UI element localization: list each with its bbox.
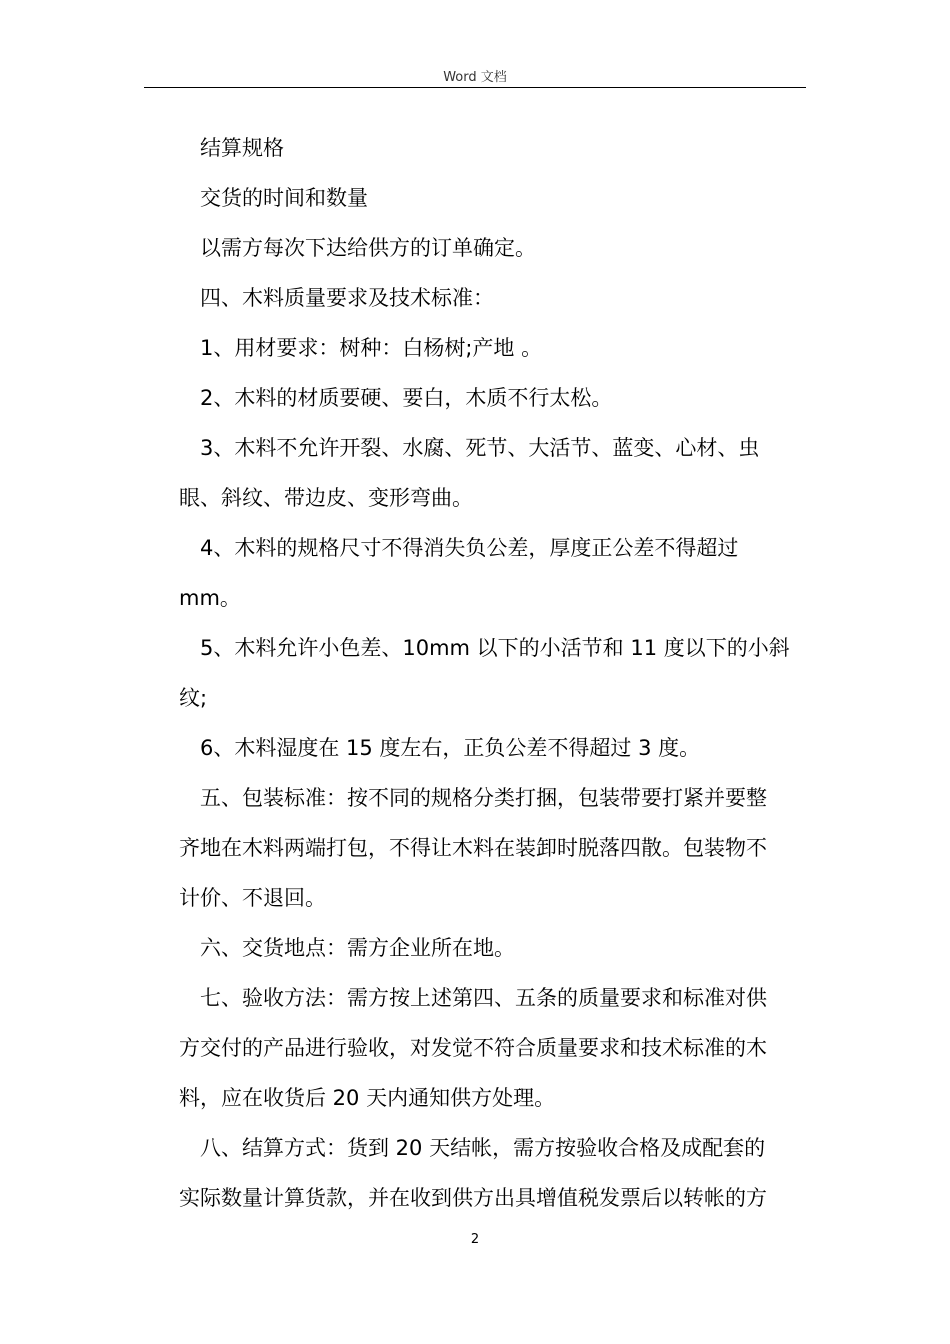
text-line: 七、验收方法：需方按上述第四、五条的质量要求和标准对供	[200, 986, 767, 1010]
text-line: 五、包装标准：按不同的规格分类打捆，包装带要打紧并要整	[200, 786, 767, 810]
text-line: 3、木料不允许开裂、水腐、死节、大活节、蓝变、心材、虫	[200, 436, 760, 460]
text-line: 2、木料的材质要硬、要白，木质不行太松。	[200, 386, 613, 410]
text-line: 料，应在收货后 20 天内通知供方处理。	[179, 1086, 556, 1110]
text-line: 六、交货地点：需方企业所在地。	[200, 936, 515, 960]
text-line: 四、木料质量要求及技术标准：	[200, 286, 494, 310]
text-line: 实际数量计算货款，并在收到供方出具增值税发票后以转帐的方	[179, 1186, 767, 1210]
text-line: 八、结算方式：货到 20 天结帐，需方按验收合格及成配套的	[200, 1136, 766, 1160]
header-title: Word 文档	[443, 70, 507, 85]
page-number: 2	[470, 1232, 480, 1247]
text-line: 6、木料湿度在 15 度左右，正负公差不得超过 3 度。	[200, 736, 701, 760]
text-line: 方交付的产品进行验收，对发觉不符合质量要求和技术标准的木	[179, 1036, 767, 1060]
text-line: 1、用材要求：树种：白杨树;产地 。	[200, 336, 543, 360]
text-line: 以需方每次下达给供方的订单确定。	[200, 236, 536, 260]
text-line: 纹;	[179, 686, 208, 710]
text-line: 结算规格	[200, 136, 284, 160]
text-line: 交货的时间和数量	[200, 186, 368, 210]
text-line: 齐地在木料两端打包，不得让木料在装卸时脱落四散。包装物不	[179, 836, 767, 860]
text-line: 计价、不退回。	[179, 886, 326, 910]
text-line: 5、木料允许小色差、10mm 以下的小活节和 11 度以下的小斜	[200, 636, 790, 660]
text-line: 4、木料的规格尺寸不得消失负公差，厚度正公差不得超过	[200, 536, 739, 560]
text-line: 眼、斜纹、带边皮、变形弯曲。	[179, 486, 473, 510]
text-line: mm。	[179, 586, 241, 610]
header-divider	[144, 87, 806, 88]
